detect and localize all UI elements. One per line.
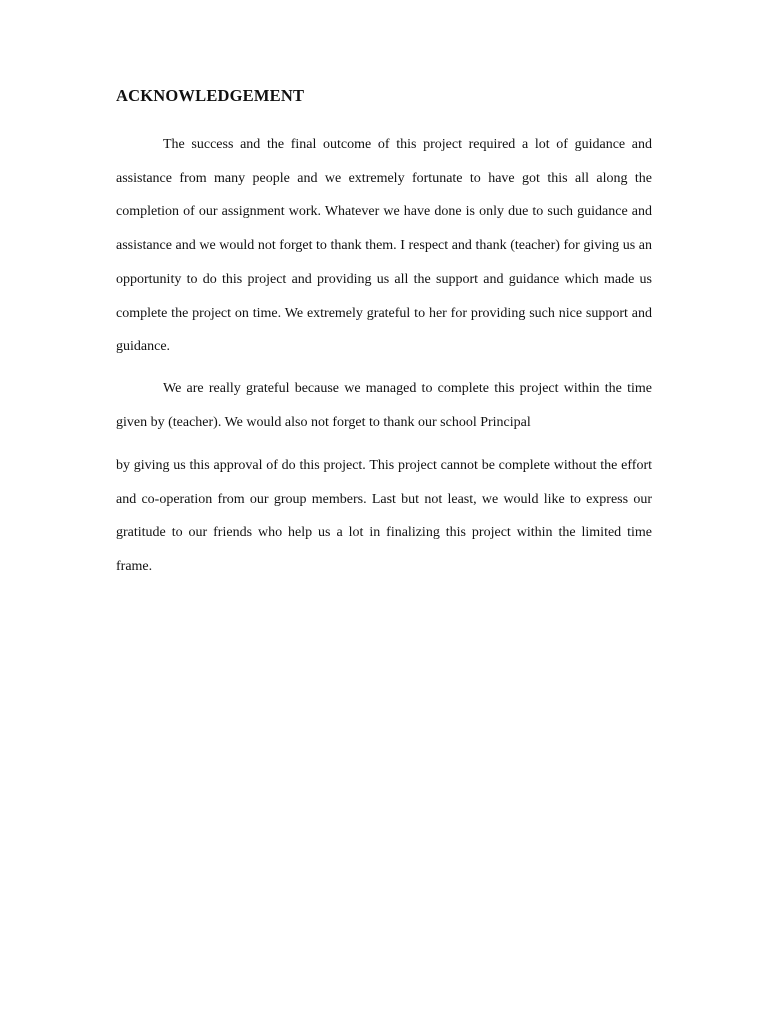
paragraph-3: by giving us this approval of do this project. This project cannot be complete without the effort and co-operation from our group members. Last but not least, we would like to express our gratitude to our friends who help us a lot in finalizing this project within the limited time frame. <box>116 458 652 575</box>
page-title: ACKNOWLEDGEMENT <box>116 86 305 105</box>
paragraph-1: The success and the final outcome of this project required a lot of guidance and assistance from many people and we extremely fortunate to have got this all along the completion of our assignment work. Whatever we have done is only due to such guidance and assistance and we would not forget to thank them. I respect and thank (teacher) for giving us an opportunity to do this project and providing us all the support and guidance which made us complete the project on time. We extremely grateful to her for providing such nice support and guidance. <box>116 137 652 355</box>
paragraph-2: We are really grateful because we managed to complete this project within the time given by (teacher). We would also not forget to thank our school Principal <box>116 381 652 430</box>
